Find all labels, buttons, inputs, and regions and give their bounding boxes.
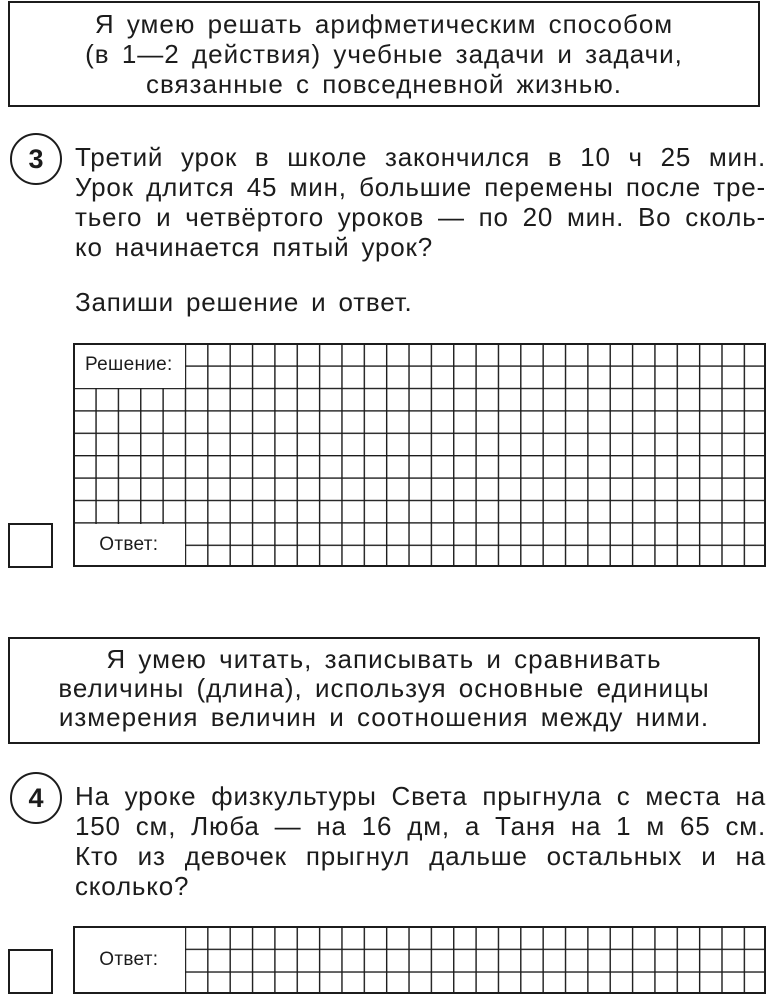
task-text-line: ко начинается пятый урок? [75, 232, 433, 262]
solution-grid[interactable] [73, 343, 766, 567]
answer-grid[interactable] [73, 926, 766, 994]
task-text-line: сколько? [75, 871, 190, 901]
skill-statement-line: величины (длина), используя основные единицы [58, 673, 710, 703]
skill-statement-line: (в 1—2 действия) учебные задачи и задачи, [85, 39, 683, 69]
skill-statement-line: измерения величин и соотношения между ними. [58, 702, 710, 732]
skill-statement-line: Я умею читать, записывать и сравнивать [106, 644, 662, 674]
task-text-line: тьего и четвёртого уроков — по 20 мин. Во сколь- [75, 202, 766, 232]
grid-frame [73, 343, 766, 567]
task-number-badge: 3 [10, 133, 62, 185]
score-box[interactable] [8, 523, 53, 568]
skill-statement-box [8, 637, 760, 744]
task-text-line: Кто из девочек прыгнул дальше остальных и на [75, 841, 766, 871]
task-text-line: Урок длится 45 мин, большие перемены после тре- [75, 172, 766, 202]
task-text-line: 150 см, Люба — на 16 дм, а Таня на 1 м 65 см. [75, 811, 766, 841]
skill-statement-line: Я умею решать арифметическим способом [94, 9, 674, 39]
task-text [75, 142, 766, 262]
score-box[interactable] [8, 949, 53, 994]
task-text [75, 781, 766, 901]
grid-frame [73, 926, 766, 994]
answer-label: Ответ: [73, 926, 185, 994]
solution-label: Решение: [73, 343, 185, 388]
task-instruction: Запиши решение и ответ. [75, 287, 413, 317]
task-text-line: На уроке физкультуры Света прыгнула с места на [75, 781, 766, 811]
answer-label: Ответ: [73, 524, 185, 567]
task-text-line: Третий урок в школе закончился в 10 ч 25 мин. [75, 142, 766, 172]
skill-statement-line: связанные с повседневной жизнью. [145, 69, 623, 99]
skill-statement-box [8, 1, 760, 107]
task-number-badge: 4 [10, 772, 62, 824]
